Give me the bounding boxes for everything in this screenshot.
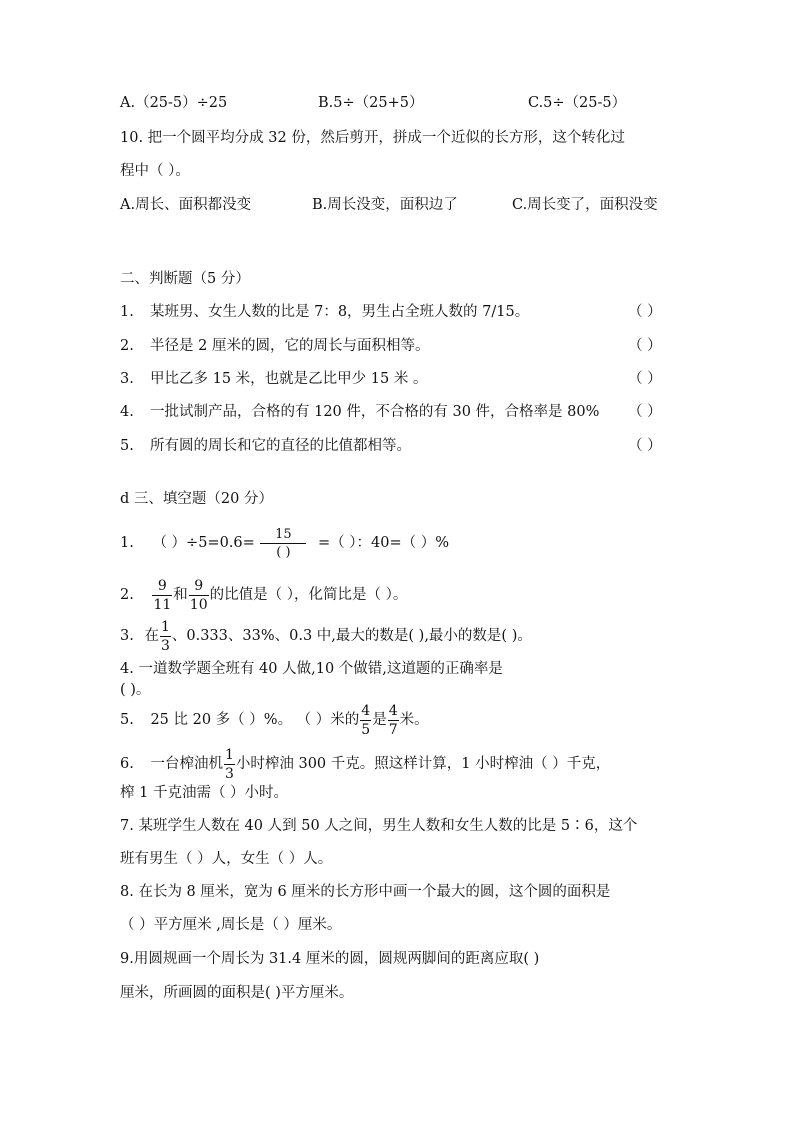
- fraction: [388, 704, 399, 737]
- fraction-denominator: 11: [153, 596, 172, 613]
- fraction-numerator: 1: [224, 746, 234, 763]
- fill-question-9-line1: 9.用圆规画一个周长为 31.4 厘米的圆，圆规两脚间的距离应取( ): [120, 951, 540, 967]
- choice-10-option-c: C.周长变了，面积没变: [512, 197, 658, 213]
- judge-item-number: 5.: [120, 438, 134, 454]
- fill-question-text: 25 比 20 多（ ）%。 （ ）米的: [150, 712, 360, 728]
- judge-item-text: 一批试制产品，合格的有 120 件，不合格的有 30 件，合格率是 80%: [150, 404, 600, 420]
- judge-item-text: 所有圆的周长和它的直径的比值都相等。: [150, 438, 411, 454]
- fraction-denominator: 3: [224, 765, 234, 782]
- judge-item-number: 4.: [120, 404, 134, 420]
- judge-answer-blank[interactable]: （ ）: [628, 338, 662, 354]
- choice-10-option-b: B.周长没变，面积边了: [312, 197, 458, 213]
- fill-question-7-line1: 7. 某班学生人数在 40 人到 50 人之间，男生人数和女生人数的比是 5∶6，这个: [120, 818, 638, 834]
- fraction-numerator: 9: [189, 579, 209, 596]
- choice-10-stem-line2: 程中（ ）。: [120, 163, 190, 179]
- choice-10-option-a: A.周长、面积都没变: [120, 197, 252, 213]
- judge-section-title: 二、判断题（5 分）: [120, 271, 250, 287]
- fill-question-9-line2: 厘米，所画圆的面积是( )平方厘米。: [120, 985, 354, 1001]
- fill-question-text: 和: [173, 587, 188, 603]
- fill-question-text: 米。: [399, 712, 429, 728]
- fill-question-text: 小时榨油 300 千克。照这样计算，1 小时榨油（ ）千克，: [235, 756, 611, 772]
- fraction-numerator: 15: [260, 528, 306, 544]
- choice-9-option-c: C.5÷（25-5）: [528, 95, 627, 111]
- fraction-numerator: 4: [361, 702, 371, 719]
- fill-question-1: [120, 524, 449, 562]
- fraction: [152, 579, 172, 612]
- fraction-denominator: ( ): [276, 544, 291, 560]
- choice-10-stem-line1: 10. 把一个圆平均分成 32 份，然后剪开，拼成一个近似的长方形，这个转化过: [120, 130, 625, 146]
- fill-question-number: 5.: [120, 712, 134, 728]
- choice-9-option-b: B.5÷（25+5）: [318, 95, 424, 111]
- fraction-denominator: 5: [361, 721, 371, 738]
- fill-question-text: 在: [144, 628, 159, 644]
- fill-question-text: 一台榨油机: [150, 756, 223, 772]
- judge-answer-blank[interactable]: （ ）: [628, 304, 662, 320]
- fill-question-number: 3.: [120, 628, 134, 644]
- fill-question-text: 、0.333、33%、0.3 中,最大的数是( ),最小的数是( )。: [171, 628, 532, 644]
- judge-answer-blank[interactable]: （ ）: [628, 371, 662, 387]
- judge-item-number: 2.: [120, 338, 134, 354]
- fill-question-text: =（ ）：40=（ ）%: [318, 535, 450, 551]
- fill-question-4-line1: 4. 一道数学题全班有 40 人做,10 个做错,这道题的正确率是: [120, 661, 503, 677]
- judge-item-number: 1.: [120, 304, 134, 320]
- fraction: [160, 620, 171, 653]
- judge-item-text: 半径是 2 厘米的圆，它的周长与面积相等。: [150, 338, 430, 354]
- fraction-denominator: 7: [388, 721, 398, 738]
- fraction: [360, 704, 371, 737]
- fill-question-6-line2: 榨 1 千克油需（ ）小时。: [120, 785, 289, 801]
- fill-question-6: [120, 744, 610, 784]
- fill-section-title: d 三、填空题（20 分）: [120, 491, 273, 507]
- fill-question-number: 1.: [120, 535, 134, 551]
- fill-question-4-line2: ( )。: [120, 682, 151, 698]
- fill-question-2: [120, 575, 407, 615]
- fraction-denominator: 3: [160, 637, 170, 654]
- judge-answer-blank[interactable]: （ ）: [628, 404, 662, 420]
- judge-item-text: 某班男、女生人数的比是 7：8，男生占全班人数的 7/15。: [150, 304, 530, 320]
- fill-question-7-line2: 班有男生（ ）人，女生（ ）人。: [120, 851, 333, 867]
- judge-item-number: 3.: [120, 371, 134, 387]
- fill-question-number: 2.: [120, 587, 134, 603]
- fill-question-3: [120, 617, 532, 655]
- fill-question-number: 6.: [120, 756, 134, 772]
- fill-question-8-line2: （ ）平方厘米 ,周长是（ ）厘米。: [120, 917, 342, 933]
- fraction-numerator: 1: [160, 618, 170, 635]
- fraction: [260, 528, 306, 559]
- fill-question-8-line1: 8. 在长为 8 厘米，宽为 6 厘米的长方形中画一个最大的圆，这个圆的面积是: [120, 884, 611, 900]
- judge-answer-blank[interactable]: （ ）: [628, 438, 662, 454]
- fraction: [224, 748, 235, 781]
- fraction: [189, 579, 209, 612]
- choice-9-option-a: A.（25-5）÷25: [120, 95, 228, 111]
- fraction-numerator: 9: [152, 579, 172, 596]
- fraction-numerator: 4: [388, 702, 398, 719]
- fill-question-5: [120, 700, 429, 740]
- fill-question-text: 的比值是（ ），化简比是（ ）。: [209, 587, 408, 603]
- fill-question-text: 是: [372, 712, 387, 728]
- judge-item-text: 甲比乙多 15 米，也就是乙比甲少 15 米 。: [150, 371, 428, 387]
- fill-question-text: （ ）÷5=0.6=: [152, 535, 255, 551]
- fraction-denominator: 10: [189, 596, 208, 613]
